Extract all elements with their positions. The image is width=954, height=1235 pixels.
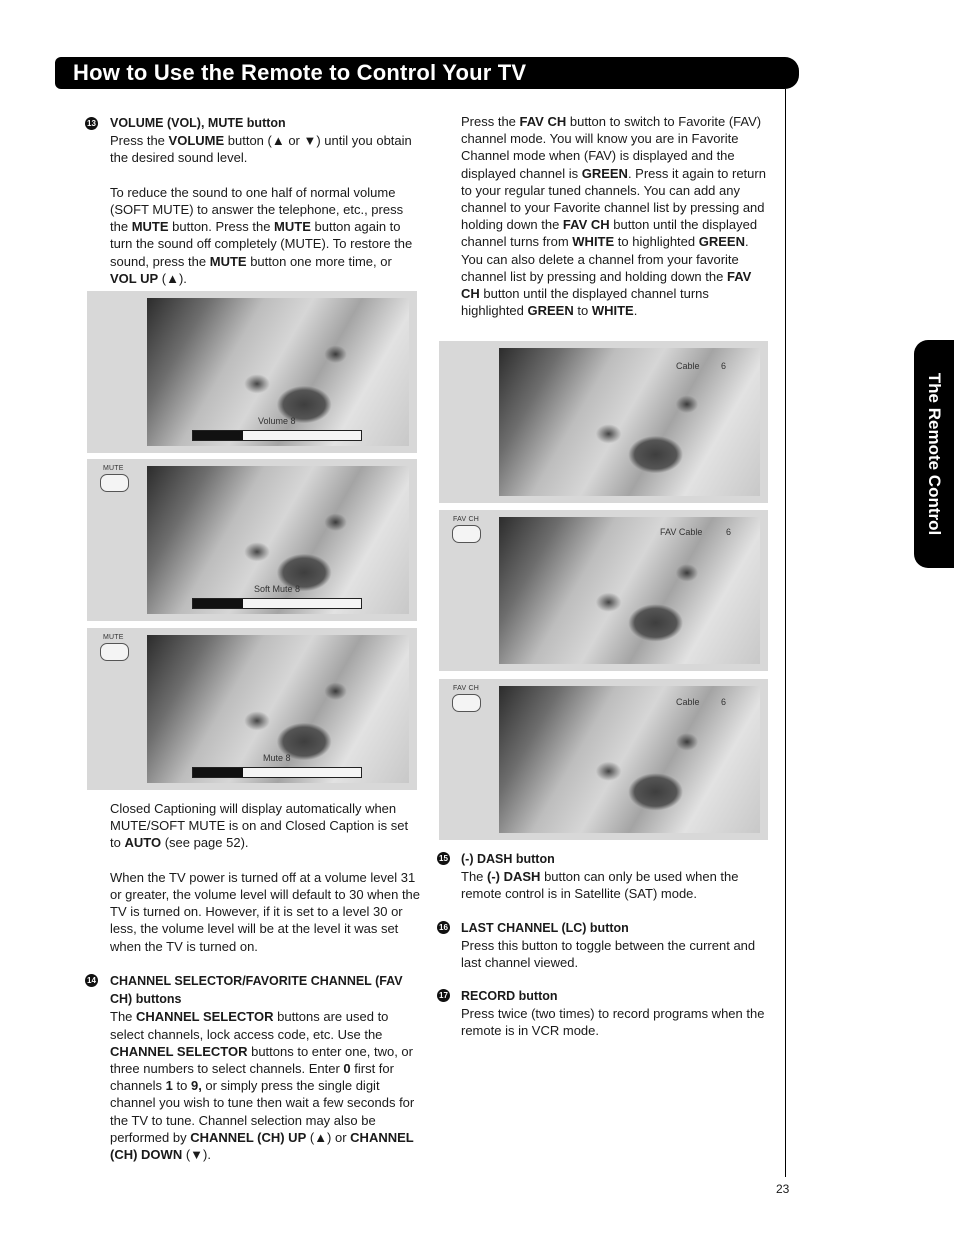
fav-channel-text bbox=[461, 113, 773, 319]
section-heading: CHANNEL SELECTOR/FAVORITE CHANNEL (FAV CH) buttons bbox=[110, 974, 403, 1007]
emphasis-text: (-) DASH bbox=[487, 869, 541, 885]
emphasis-text: CHANNEL (CH) UP bbox=[190, 1129, 307, 1145]
volume-bar-fill bbox=[193, 599, 243, 608]
volume-osd-label: Soft Mute 8 bbox=[254, 584, 301, 594]
emphasis-text: MUTE bbox=[274, 219, 311, 235]
section-number-15: 15 bbox=[437, 852, 450, 865]
emphasis-text: CHANNEL SELECTOR bbox=[136, 1009, 274, 1025]
emphasis-text: WHITE bbox=[572, 234, 615, 250]
text-run: button until the displayed channel turns from bbox=[461, 217, 758, 250]
tv-screen-panel bbox=[87, 459, 417, 621]
page-title-banner bbox=[55, 57, 799, 89]
text-run: (▼). bbox=[182, 1147, 211, 1163]
section-number-14: 14 bbox=[85, 974, 98, 987]
emphasis-text: VOL UP bbox=[110, 270, 159, 286]
section-channel-selector bbox=[110, 972, 422, 1163]
text-run: Press this button to toggle between the current and last channel viewed. bbox=[461, 938, 756, 971]
tv-screen-image bbox=[499, 517, 760, 664]
text-run: to highlighted bbox=[614, 234, 699, 250]
paragraph bbox=[461, 938, 755, 970]
volume-osd-label: Volume 8 bbox=[258, 416, 296, 426]
emphasis-text: GREEN bbox=[527, 303, 574, 319]
emphasis-text: WHITE bbox=[591, 303, 634, 319]
emphasis-text: MUTE bbox=[209, 253, 247, 269]
tv-screen-panel bbox=[439, 341, 768, 503]
paragraph bbox=[461, 113, 773, 319]
volume-bar bbox=[192, 767, 362, 778]
text-run: Press the bbox=[461, 114, 520, 129]
emphasis-text: AUTO bbox=[124, 835, 162, 851]
mute-button[interactable] bbox=[100, 474, 129, 492]
text-run: button again to turn the sound off completely (MUTE). To restore the sound, press the bbox=[110, 219, 413, 269]
section-heading: LAST CHANNEL (LC) button bbox=[461, 921, 629, 935]
text-run: When the TV power is turned off at a volume level 31 or greater, the volume level will default to 30 when the TV is turned on. However, if it is set to a level 30 or less, the volume level will be at the level it was set when the TV is turned on. bbox=[110, 869, 421, 954]
text-run: (▲). bbox=[158, 270, 187, 286]
emphasis-text: FAV CH bbox=[519, 114, 567, 129]
text-run: Press twice (two times) to record programs when the remote is in VCR mode. bbox=[461, 1006, 765, 1039]
emphasis-text: MUTE bbox=[131, 219, 169, 235]
paragraph bbox=[110, 184, 420, 287]
section-volume-mute bbox=[110, 114, 420, 287]
text-run: button. Press the bbox=[168, 219, 275, 235]
channel-osd-label: Cable bbox=[676, 697, 700, 707]
text-run: to bbox=[172, 1078, 191, 1094]
column-divider bbox=[785, 89, 786, 1177]
paragraph bbox=[110, 1009, 414, 1162]
emphasis-text: CHANNEL (CH) DOWN bbox=[110, 1129, 414, 1163]
paragraph bbox=[110, 800, 422, 852]
paragraph bbox=[461, 1006, 764, 1038]
text-run: first for channels bbox=[110, 1061, 394, 1094]
text-run: button (▲ or ▼) until you obtain the desired sound level. bbox=[110, 133, 412, 166]
section-heading: (-) DASH button bbox=[461, 852, 555, 866]
paragraph bbox=[110, 133, 412, 165]
section-tab-label: The Remote Control bbox=[925, 372, 944, 536]
text-run: button one more time, or bbox=[246, 253, 392, 269]
section-heading: RECORD button bbox=[461, 989, 558, 1003]
volume-osd-label: Mute 8 bbox=[263, 753, 291, 763]
emphasis-text: CHANNEL SELECTOR bbox=[110, 1043, 248, 1059]
text-run: The bbox=[110, 1009, 137, 1025]
channel-osd-number: 6 bbox=[721, 697, 727, 707]
tv-screen-panel bbox=[439, 679, 768, 840]
section-heading: VOLUME (VOL), MUTE button bbox=[110, 116, 286, 130]
channel-osd-label: Cable bbox=[676, 361, 700, 371]
emphasis-text: 1 bbox=[165, 1078, 173, 1094]
emphasis-text: GREEN bbox=[581, 165, 628, 181]
section-last-channel bbox=[461, 919, 773, 972]
section-number-13: 13 bbox=[85, 117, 98, 130]
volume-bar bbox=[192, 598, 362, 609]
paragraph bbox=[110, 869, 422, 955]
section-dash-button bbox=[461, 850, 773, 903]
text-run: . You can also delete a channel from your favorite channel list by pressing and holding down the bbox=[461, 234, 749, 284]
text-run: button can only be used when the remote control is in Satellite (SAT) mode. bbox=[461, 869, 739, 902]
paragraph bbox=[461, 869, 739, 901]
text-run: . bbox=[633, 303, 638, 319]
text-run: button until the displayed channel turns highlighted bbox=[461, 286, 709, 319]
page-title: How to Use the Remote to Control Your TV bbox=[73, 60, 527, 85]
emphasis-text: GREEN bbox=[698, 234, 745, 250]
emphasis-text: VOLUME bbox=[168, 133, 225, 149]
channel-osd-label: FAV Cable bbox=[660, 527, 703, 537]
mute-button[interactable] bbox=[100, 643, 129, 661]
text-run: or simply press the single digit channel you wish to tune then wait a few seconds for the TV to tune. Channel selection may also be performed by bbox=[110, 1078, 415, 1145]
section-record-button bbox=[461, 987, 773, 1040]
emphasis-text: 9, bbox=[190, 1078, 202, 1094]
section-number-17: 17 bbox=[437, 989, 450, 1002]
text-run: (see page 52). bbox=[161, 835, 249, 851]
fav-ch-button[interactable] bbox=[452, 694, 481, 712]
section-tab bbox=[914, 340, 954, 568]
text-run: buttons are used to select channels, lock access code, etc. Use the bbox=[110, 1009, 389, 1042]
text-run: Closed Captioning will display automatically when MUTE/SOFT MUTE is on and Closed Caption is set to bbox=[110, 801, 409, 851]
button-label: FAV CH bbox=[453, 516, 479, 523]
button-label: MUTE bbox=[103, 634, 124, 641]
text-run: . Press it again to return to your regular tuned channels. You can add any channel to your Favorite channel list by pressing and holding down the bbox=[461, 165, 766, 233]
tv-screen-image bbox=[147, 298, 409, 446]
text-run: button to switch to Favorite (FAV) channel mode. You will know you are in Favorite Channel mode when (FAV) is displayed and the displayed channel is bbox=[461, 114, 762, 181]
emphasis-text: FAV CH bbox=[562, 217, 610, 233]
tv-screen-panel bbox=[87, 291, 417, 453]
text-run: (▲) or bbox=[306, 1129, 351, 1145]
channel-osd-number: 6 bbox=[726, 527, 732, 537]
text-run: buttons to enter one, two, or three numbers to select channels. Enter bbox=[110, 1043, 413, 1077]
volume-bar-fill bbox=[193, 768, 243, 777]
button-label: FAV CH bbox=[453, 685, 479, 692]
emphasis-text: FAV CH bbox=[461, 268, 752, 302]
tv-screen-image bbox=[147, 466, 409, 614]
fav-ch-button[interactable] bbox=[452, 525, 481, 543]
volume-bar-fill bbox=[193, 431, 243, 440]
tv-screen-panel bbox=[87, 628, 417, 790]
text-run: The bbox=[461, 869, 488, 885]
channel-osd-number: 6 bbox=[721, 361, 727, 371]
tv-screen-panel bbox=[439, 510, 768, 671]
page-number: 23 bbox=[776, 1182, 790, 1196]
volume-bar bbox=[192, 430, 362, 441]
tv-screen-image bbox=[499, 686, 760, 833]
button-label: MUTE bbox=[103, 465, 124, 472]
text-run: to bbox=[573, 303, 592, 319]
text-run: To reduce the sound to one half of normal volume (SOFT MUTE) to answer the telephone, etc., press the bbox=[110, 184, 404, 235]
tv-screen-image bbox=[499, 348, 760, 496]
emphasis-text: 0 bbox=[343, 1061, 351, 1077]
text-run: Press the bbox=[110, 133, 169, 149]
tv-screen-image bbox=[147, 635, 409, 783]
section-number-16: 16 bbox=[437, 921, 450, 934]
closed-caption-note bbox=[110, 800, 422, 955]
